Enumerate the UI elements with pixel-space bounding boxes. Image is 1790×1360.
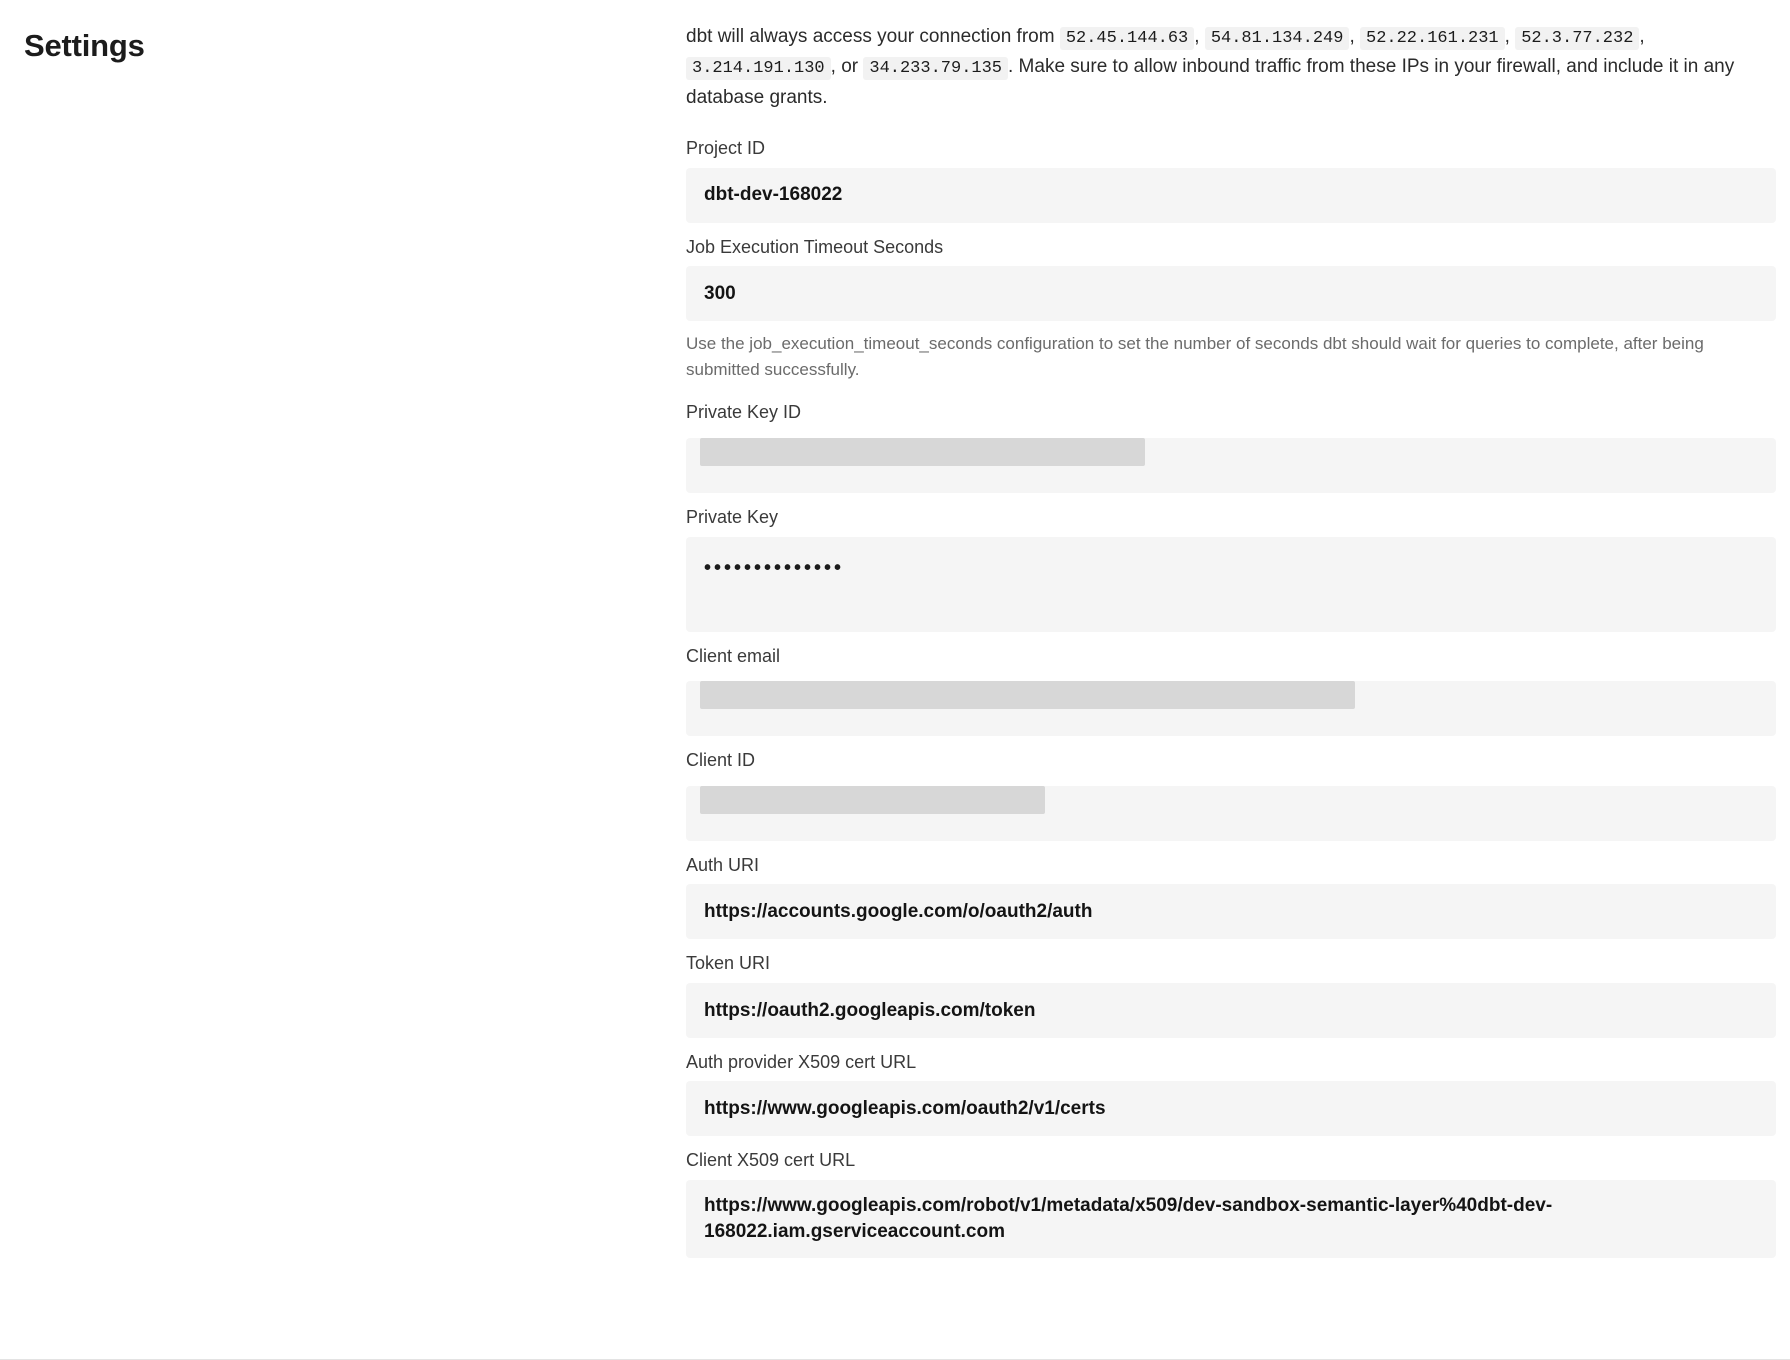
ip-address-6: 34.233.79.135	[863, 57, 1008, 80]
client-cert-url-input[interactable]: https://www.googleapis.com/robot/v1/metadata/x509/dev-sandbox-semantic-layer%40dbt-dev-168022.iam.gserviceaccount.com	[686, 1180, 1776, 1258]
private-key-id-input[interactable]	[686, 438, 1776, 493]
field-client-id	[686, 750, 1776, 841]
field-client-cert-url	[686, 1150, 1776, 1258]
private-key-label: Private Key	[686, 506, 779, 527]
ip-address-5: 3.214.191.130	[686, 57, 831, 80]
page-title: Settings	[24, 28, 145, 63]
auth-provider-cert-url-input[interactable]: https://www.googleapis.com/oauth2/v1/certs	[686, 1081, 1776, 1136]
ip-address-2: 54.81.134.249	[1205, 27, 1350, 50]
redacted-value-bar	[700, 786, 1045, 814]
ip-note-or: or	[841, 56, 859, 78]
field-auth-uri	[686, 855, 1776, 940]
client-id-input[interactable]	[686, 786, 1776, 841]
job-timeout-label: Job Execution Timeout Seconds	[686, 236, 944, 257]
field-private-key	[686, 507, 1776, 632]
project-id-input[interactable]: dbt-dev-168022	[686, 168, 1776, 223]
redacted-value-bar	[700, 681, 1355, 709]
client-email-label: Client email	[686, 645, 781, 666]
auth-uri-input[interactable]: https://accounts.google.com/o/oauth2/auth	[686, 884, 1776, 939]
ip-address-3: 52.22.161.231	[1360, 27, 1505, 50]
project-id-label: Project ID	[686, 138, 766, 159]
field-token-uri	[686, 953, 1776, 1038]
field-job-timeout	[686, 237, 1776, 383]
auth-uri-label: Auth URI	[686, 854, 760, 875]
ip-address-1: 52.45.144.63	[1060, 27, 1194, 50]
client-cert-url-label: Client X509 cert URL	[686, 1150, 856, 1171]
client-id-label: Client ID	[686, 750, 756, 771]
private-key-input[interactable]	[686, 537, 1776, 632]
ip-note-prefix: dbt will always access your connection from	[686, 26, 1055, 47]
field-client-email	[686, 646, 1776, 737]
field-project-id	[686, 138, 1776, 223]
settings-form	[686, 22, 1776, 1272]
job-timeout-help: Use the job_execution_timeout_seconds configuration to set the number of seconds dbt should wait for queries to complete, after being submitted successfully.	[686, 334, 1704, 379]
ip-address-4: 52.3.77.232	[1515, 27, 1639, 50]
private-key-masked-value: ••••••••••••••	[704, 556, 845, 579]
ip-note-suffix: . Make sure to allow inbound traffic from these IPs in your firewall, and include it in any database grants.	[686, 56, 1735, 108]
job-timeout-input[interactable]: 300	[686, 266, 1776, 321]
client-email-input[interactable]	[686, 681, 1776, 736]
field-private-key-id	[686, 402, 1776, 493]
redacted-value-bar	[700, 438, 1145, 466]
ip-allowlist-note: dbt will always access your connection from 52.45.144.63 , 54.81.134.249 , 52.22.161.231 , 52.3.77.232 , 3.214.191.130 , or 34.233.79.135 . Make sure to allow inbound traffic from these IPs in your firewall, and include it in any database grants.	[686, 26, 1735, 108]
token-uri-label: Token URI	[686, 953, 771, 974]
token-uri-input[interactable]: https://oauth2.googleapis.com/token	[686, 983, 1776, 1038]
auth-provider-cert-url-label: Auth provider X509 cert URL	[686, 1051, 917, 1072]
private-key-id-label: Private Key ID	[686, 402, 802, 423]
field-auth-provider-cert-url	[686, 1052, 1776, 1137]
